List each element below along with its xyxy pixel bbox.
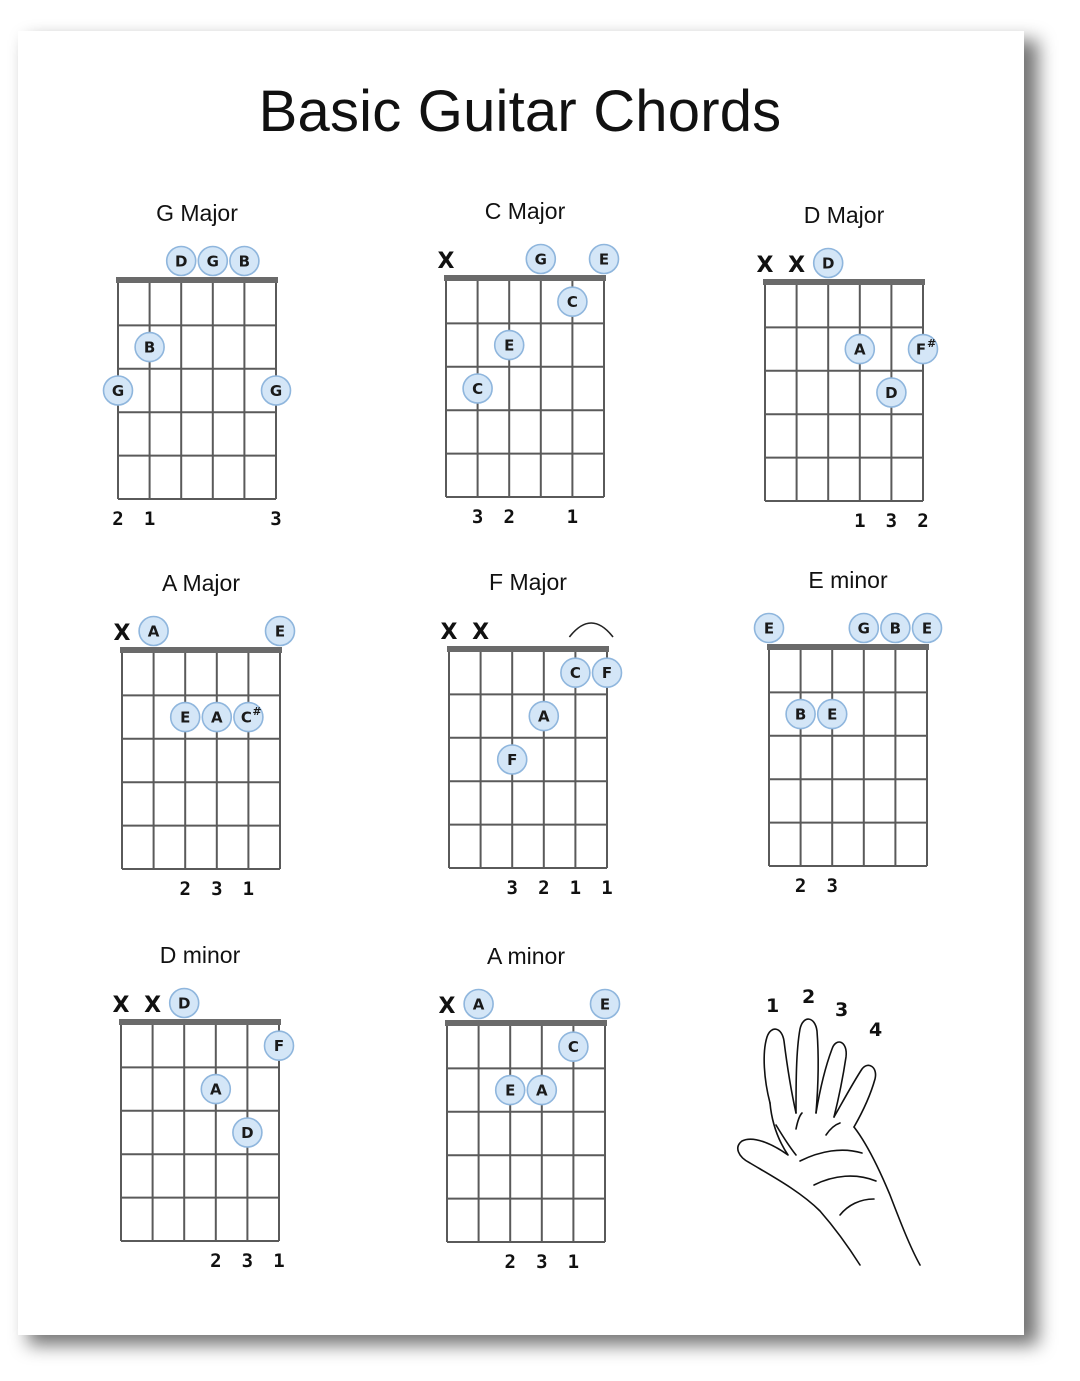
note-dot [913, 614, 942, 643]
note-dot [593, 658, 622, 687]
note-dot [786, 700, 815, 729]
finger-number: 2 [794, 875, 807, 897]
nut-bar [763, 279, 925, 285]
note-dot [201, 1075, 230, 1104]
nut-bar [120, 647, 282, 653]
note-label: A [147, 622, 160, 641]
note-dot [170, 989, 199, 1018]
note-dot [262, 376, 291, 405]
chord-name: D minor [159, 942, 241, 968]
note-label: G [534, 250, 547, 269]
finger-number-label: 1 [766, 995, 780, 1017]
chord-name: G Major [156, 200, 238, 226]
muted-string-x: X [112, 993, 130, 1018]
finger-number: 1 [567, 1251, 580, 1273]
finger-number: 2 [917, 510, 929, 532]
note-dot [849, 614, 878, 643]
hand-icon [730, 985, 960, 1275]
note-dot [266, 617, 295, 646]
note-dot [814, 249, 843, 278]
note-dot [590, 245, 619, 274]
muted-string-x: X [472, 620, 490, 645]
note-label: A [535, 1081, 548, 1100]
finger-number: 1 [566, 506, 579, 528]
note-label: B [143, 338, 156, 357]
nut-bar [767, 644, 929, 650]
muted-string-x: X [440, 620, 458, 645]
muted-string-x: X [144, 993, 162, 1018]
note-label: A [853, 340, 866, 359]
note-label: A [472, 995, 485, 1014]
note-label: F [273, 1037, 285, 1056]
note-dot [171, 703, 200, 732]
chord-name: C Major [484, 198, 566, 224]
finger-number: 1 [569, 877, 582, 899]
finger-number: 3 [536, 1251, 548, 1273]
note-dot [909, 335, 938, 364]
sharp-sign: # [927, 337, 937, 351]
note-label: B [794, 705, 807, 724]
note-label: B [889, 619, 902, 638]
muted-string-x: X [756, 253, 774, 278]
finger-number: 1 [273, 1250, 285, 1272]
chord-name: A minor [487, 943, 565, 969]
finger-number: 2 [112, 508, 124, 530]
chord-card [96, 570, 306, 910]
hand-diagram [730, 985, 960, 1275]
note-label: A [210, 708, 223, 727]
chord-diagram [421, 971, 631, 1281]
note-dot [135, 333, 164, 362]
note-dot [558, 287, 587, 316]
note-label: E [921, 619, 933, 638]
nut-bar [444, 275, 606, 281]
note-dot [498, 745, 527, 774]
finger-number: 3 [885, 510, 898, 532]
note-dot [559, 1032, 588, 1061]
note-dot [139, 617, 168, 646]
nut-bar [445, 1020, 607, 1026]
muted-string-x: X [438, 994, 456, 1019]
muted-string-x: X [437, 249, 455, 274]
finger-number: 1 [143, 508, 156, 530]
chord-diagram [743, 595, 953, 905]
note-dot [464, 990, 493, 1019]
note-label: C [566, 293, 578, 312]
page-title: Basic Guitar Chords [258, 79, 782, 144]
finger-number-label: 3 [835, 999, 849, 1021]
note-dot [845, 335, 874, 364]
note-label: C [472, 380, 484, 398]
note-label: G [857, 619, 870, 638]
chord-card [92, 200, 302, 540]
nut-bar [119, 1019, 281, 1025]
finger-number: 3 [506, 877, 518, 899]
finger-number: 2 [504, 1251, 516, 1273]
finger-number: 3 [270, 508, 282, 530]
note-label: D [241, 1124, 254, 1142]
note-dot [881, 614, 910, 643]
finger-number: 1 [601, 877, 613, 899]
note-dot [561, 658, 590, 687]
chord-diagram [96, 598, 306, 908]
note-label: D [821, 254, 835, 273]
chord-card [739, 202, 949, 542]
note-label: E [763, 619, 775, 638]
note-dot [198, 247, 227, 276]
chord-name: F Major [489, 569, 567, 595]
note-label: F [601, 664, 613, 683]
note-label: E [180, 708, 191, 727]
note-dot [234, 703, 263, 732]
note-dot [233, 1118, 262, 1147]
note-label: F [915, 340, 927, 359]
note-label: C [567, 1038, 579, 1057]
note-dot [526, 245, 555, 274]
nut-bar [116, 277, 278, 283]
note-dot [202, 703, 231, 732]
note-label: G [111, 382, 125, 400]
finger-number: 3 [826, 875, 838, 897]
note-label: E [598, 250, 610, 269]
finger-number: 2 [210, 1250, 222, 1272]
note-label: D [177, 994, 191, 1013]
muted-string-x: X [788, 253, 806, 278]
note-label: B [238, 252, 251, 271]
chord-card [95, 942, 305, 1282]
chord-diagram [739, 230, 949, 540]
note-label: D [174, 252, 188, 271]
finger-number: 2 [503, 506, 515, 528]
note-dot [495, 331, 524, 360]
note-label: G [206, 252, 219, 271]
finger-number: 3 [241, 1250, 254, 1272]
note-dot [463, 374, 492, 403]
note-label: A [209, 1080, 222, 1099]
chord-card [743, 567, 953, 907]
chord-card [421, 943, 631, 1283]
sharp-sign: # [252, 705, 262, 719]
note-dot [265, 1031, 294, 1060]
finger-number: 2 [179, 878, 191, 900]
note-dot [230, 247, 259, 276]
note-dot [527, 1076, 556, 1105]
note-label: D [885, 384, 898, 402]
chord-card [420, 198, 630, 538]
note-label: E [505, 1081, 516, 1100]
muted-string-x: X [113, 621, 131, 646]
chord-name: D Major [803, 202, 885, 228]
note-label: C [240, 708, 252, 727]
chord-card [423, 569, 633, 909]
note-label: E [827, 705, 838, 724]
barre-arc [569, 623, 613, 637]
note-label: E [274, 622, 286, 641]
nut-bar [447, 646, 609, 652]
chord-diagram [92, 228, 302, 538]
chord-name: E minor [808, 567, 888, 593]
note-dot [591, 990, 620, 1019]
finger-number-label: 2 [802, 986, 816, 1008]
chord-diagram [420, 226, 630, 536]
note-dot [496, 1076, 525, 1105]
note-label: E [504, 336, 515, 355]
finger-number: 2 [538, 877, 550, 899]
finger-number-label: 4 [869, 1019, 883, 1041]
note-dot [755, 614, 784, 643]
finger-number: 3 [211, 878, 223, 900]
note-dot [167, 247, 196, 276]
note-label: F [507, 751, 518, 769]
chord-diagram [423, 597, 633, 907]
finger-number: 3 [471, 506, 484, 528]
note-dot [104, 376, 133, 405]
chord-diagram [95, 970, 305, 1280]
note-label: E [599, 995, 611, 1014]
note-label: G [269, 382, 283, 400]
note-label: C [569, 664, 581, 683]
note-label: A [537, 707, 550, 726]
finger-number: 1 [854, 510, 866, 532]
note-dot [818, 700, 847, 729]
finger-number: 1 [242, 878, 255, 900]
note-dot [877, 378, 906, 407]
note-dot [529, 702, 558, 731]
chord-name: A Major [162, 570, 240, 596]
